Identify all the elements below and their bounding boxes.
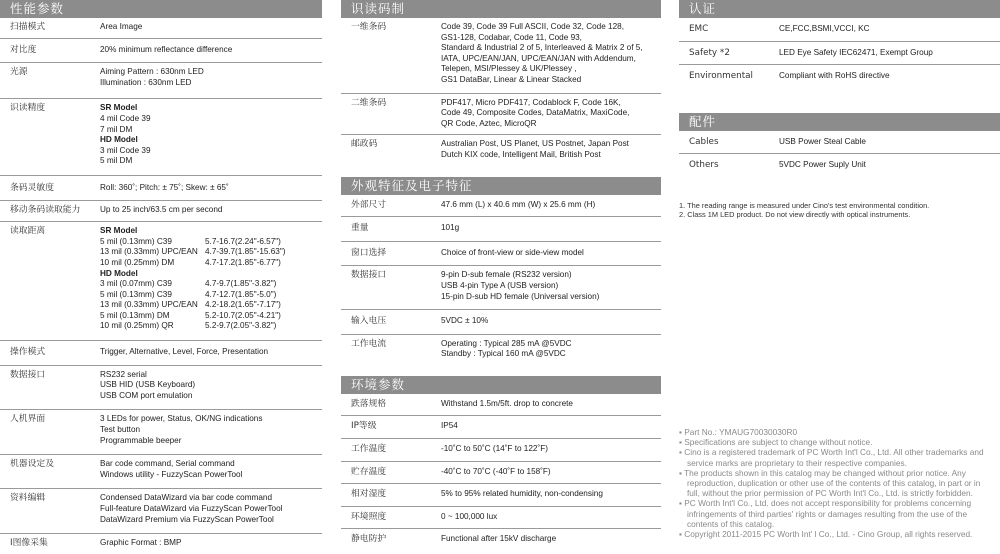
distance-range: 5.7-16.7(2.24"-6.57") — [205, 236, 281, 246]
row-label: 识读精度 — [0, 99, 100, 176]
table-row — [341, 195, 661, 217]
row-value — [100, 99, 322, 176]
row-value: Code 39, Code 39 Full ASCII, Code 32, Code 128, GS1-128, Codabar, Code 11, Code 93, Standard & Industrial 2 of 5, Interleaved & Matrix 2 of 5, IATA, UPC/EAN/JAN, UPC/EAN/JAN with Addendum, Telepen, MSI/Plessey & UK/Plessey , GS1 DataBar, Linear & Linear Stacked — [441, 18, 661, 93]
row-value: Functional after 15kV discharge — [441, 534, 557, 544]
row-value: Roll: 360˚; Pitch: ± 75˚; Skew: ± 65˚ — [100, 175, 322, 200]
row-value: 20% minimum reflectance difference — [100, 38, 322, 63]
table-row — [341, 416, 661, 439]
row-label: 移动条码读取能力 — [0, 200, 100, 222]
row-label: 工作温度 — [341, 439, 441, 462]
footer-item — [679, 437, 994, 447]
distance-row — [100, 311, 322, 322]
footer-item — [679, 468, 994, 499]
table-row — [679, 131, 1000, 154]
table-row — [679, 41, 1000, 65]
row-value: Area Image — [100, 18, 322, 38]
table-row — [0, 365, 322, 410]
performance-header: 性能参数 — [0, 0, 322, 18]
performance-column — [0, 0, 322, 554]
row-label: 工作电流 — [351, 338, 387, 349]
distance-row — [100, 300, 322, 311]
distance-row — [100, 247, 322, 258]
distance-code: 13 mil (0.33mm) UPC/EAN — [100, 300, 198, 310]
row-value: Withstand 1.5m/5ft. drop to concrete — [441, 394, 661, 416]
table-row — [341, 529, 661, 550]
row-label: 窗口选择 — [341, 241, 441, 266]
footer-item — [679, 427, 994, 437]
row-value: 0 ~ 100,000 lux — [441, 506, 661, 529]
footnote: 2. Class 1M LED product. Do not view directly with optical instruments. — [679, 210, 911, 220]
table-row — [341, 135, 661, 177]
bullet-icon: ▪ — [679, 498, 685, 509]
row-label: I图像采集 — [10, 538, 48, 549]
middle-column — [341, 0, 661, 550]
row-value: 9-pin D-sub female (RS232 version) USB 4-pin Type A (USB version) 15-pin D-sub HD female (Universal version) — [441, 266, 661, 310]
table-row — [0, 175, 322, 200]
footer-text: Copyright 2011-2015 PC Worth Int' l Co., Ltd. - Cino Group, all rights reserved. — [684, 529, 973, 540]
distance-row — [100, 258, 322, 269]
row-label: 重量 — [341, 217, 441, 242]
table-row — [341, 461, 661, 484]
footer-item — [679, 498, 994, 529]
table-row — [341, 506, 661, 529]
symbology-header: 识读码制 — [341, 0, 661, 18]
certification-header: 认证 — [679, 0, 1000, 18]
performance-table — [0, 18, 322, 554]
row-value: Graphic Format : BMP — [100, 538, 182, 548]
table-row — [0, 534, 322, 554]
table-row — [0, 341, 322, 366]
environment-header: 环境参数 — [341, 376, 661, 394]
row-label: 扫描模式 — [0, 18, 100, 38]
table-row — [341, 93, 661, 135]
row-label: 相对湿度 — [341, 484, 441, 507]
table-row — [0, 63, 322, 99]
row-label: Safety *2 — [679, 41, 779, 65]
row-label: 跌落规格 — [341, 394, 441, 416]
bullet-icon: ▪ — [679, 437, 685, 448]
row-label: 资料编辑 — [0, 489, 100, 534]
footer-text: Cino is a registered trademark of PC Worth Int'l Co., Ltd. All other trademarks and service marks are proprietary to their respective companies. — [684, 447, 984, 468]
accessories-table — [679, 131, 1000, 177]
distance-range: 4.7-39.7(1.85"-15.63") — [205, 247, 286, 257]
bullet-icon: ▪ — [679, 529, 685, 540]
row-value: 101g — [441, 217, 661, 242]
row-label: 输入电压 — [341, 310, 441, 335]
row-label: 机器设定及 — [0, 455, 100, 489]
row-value: Up to 25 inch/63.5 cm per second — [100, 200, 322, 222]
hd-model-lines: 3 mil Code 39 5 mil DM — [100, 145, 151, 166]
right-column — [679, 0, 1000, 540]
row-label: IP等级 — [341, 416, 441, 439]
distance-range: 5.2-10.7(2.05"-4.21") — [205, 310, 281, 320]
bullet-icon: ▪ — [679, 427, 685, 437]
row-value — [100, 222, 322, 341]
distance-range: 5.2-9.7(2.05"-3.82") — [205, 321, 277, 331]
environment-table — [341, 394, 661, 550]
hd-model-heading: HD Model — [100, 135, 138, 145]
table-row — [0, 222, 322, 341]
row-label: 对比度 — [0, 38, 100, 63]
table-row — [341, 266, 661, 310]
bullet-icon: ▪ — [679, 447, 685, 458]
table-row — [0, 18, 322, 38]
row-value: LED Eye Safety IEC62471, Exempt Group — [779, 41, 1000, 65]
row-label: Others — [689, 160, 719, 171]
table-row — [679, 65, 1000, 88]
row-value: RS232 serial USB HID (USB Keyboard) USB COM port emulation — [100, 365, 322, 410]
distance-range: 4.2-18.2(1.65"-7.17") — [205, 300, 281, 310]
row-value: Australian Post, US Planet, US Postnet, Japan Post Dutch KIX code, Intelligent Mail, British Post — [441, 139, 629, 159]
distance-row — [100, 237, 322, 248]
row-value: Operating : Typical 285 mA @5VDC Standby : Typical 160 mA @5VDC — [441, 338, 572, 359]
row-value: Choice of front-view or side-view model — [441, 241, 661, 266]
row-value: USB Power Steal Cable — [779, 131, 1000, 154]
physical-table — [341, 195, 661, 376]
row-label: 光源 — [0, 63, 100, 99]
row-value: Trigger, Alternative, Level, Force, Presentation — [100, 341, 322, 366]
row-label: 邮政码 — [351, 139, 378, 150]
table-row — [341, 241, 661, 266]
distance-row — [100, 290, 322, 301]
row-value: Aiming Pattern : 630nm LED Illumination : 630nm LED — [100, 63, 322, 99]
table-row — [341, 18, 661, 93]
row-value: 3 LEDs for power, Status, OK/NG indications Test button Programmable beeper — [100, 410, 322, 455]
row-value: -10˚C to 50˚C (14˚F to 122˚F) — [441, 439, 661, 462]
footer-item — [679, 447, 994, 467]
row-label: 环境照度 — [341, 506, 441, 529]
sr-model-heading: SR Model — [100, 103, 138, 113]
table-row — [341, 310, 661, 335]
table-row — [341, 439, 661, 462]
footer-text: Part No.: YMAUG70030030R0 — [684, 427, 798, 437]
row-value: Bar code command, Serial command Windows utility - FuzzyScan PowerTool — [100, 455, 322, 489]
row-label: 数据接口 — [0, 365, 100, 410]
row-value: IP54 — [441, 416, 661, 439]
footer-text: Specifications are subject to change without notice. — [684, 437, 873, 448]
row-label: EMC — [679, 18, 779, 41]
row-label: Environmental — [689, 71, 754, 82]
table-row — [0, 200, 322, 222]
row-label: 一维条码 — [341, 18, 441, 93]
distance-code: 10 mil (0.25mm) QR — [100, 321, 174, 331]
distance-row — [100, 321, 322, 332]
row-label: 操作模式 — [0, 341, 100, 366]
row-label: 读取距离 — [0, 222, 100, 341]
footer-item — [679, 529, 994, 539]
row-value: 47.6 mm (L) x 40.6 mm (W) x 25.6 mm (H) — [441, 195, 661, 217]
footer-text: PC Worth Int'l Co., Ltd. does not accept responsibility for problems concerning infringements of third parties' rights or damages resulting from the use of the contents of this catalog. — [684, 498, 972, 529]
footnote: 1. The reading range is measured under Cino's test environmental condition. — [679, 200, 930, 210]
distance-range: 4.7-17.2(1.85"-6.77") — [205, 257, 281, 267]
row-label: 二维条码 — [341, 93, 441, 135]
certification-table — [679, 18, 1000, 88]
distance-range: 4.7-9.7(1.85"-3.82") — [205, 279, 277, 289]
distance-code: 10 mil (0.25mm) DM — [100, 257, 175, 267]
row-label: 静电防护 — [351, 534, 387, 545]
row-label: 贮存温度 — [341, 461, 441, 484]
table-row — [341, 334, 661, 376]
accessories-header: 配件 — [679, 113, 1000, 131]
table-row — [341, 217, 661, 242]
distance-row — [100, 279, 322, 290]
table-row — [0, 38, 322, 63]
row-value: CE,FCC,BSMI,VCCI, KC — [779, 18, 1000, 41]
sr-model-lines: 4 mil Code 39 7 mil DM — [100, 113, 151, 134]
row-value: -40˚C to 70˚C (-40˚F to 158˚F) — [441, 461, 661, 484]
legal-footer — [679, 427, 994, 539]
table-row — [679, 154, 1000, 177]
hd-model-heading: HD Model — [100, 268, 138, 278]
table-row — [0, 410, 322, 455]
table-row — [0, 99, 322, 176]
symbology-table — [341, 18, 661, 177]
distance-code: 3 mil (0.07mm) C39 — [100, 279, 172, 289]
distance-code: 5 mil (0.13mm) C39 — [100, 289, 172, 299]
row-label: 条码灵敏度 — [0, 175, 100, 200]
footnotes — [679, 201, 1000, 220]
row-value: Compliant with RoHS directive — [779, 71, 890, 81]
row-label: 数据接口 — [341, 266, 441, 310]
distance-code: 5 mil (0.13mm) DM — [100, 310, 170, 320]
table-row — [0, 489, 322, 534]
row-label: 人机界面 — [0, 410, 100, 455]
row-value: 5VDC ± 10% — [441, 310, 661, 335]
row-label: 外部尺寸 — [341, 195, 441, 217]
sr-model-heading: SR Model — [100, 226, 138, 236]
row-value: PDF417, Micro PDF417, Codablock F, Code 16K, Code 49, Composite Codes, DataMatrix, MaxiCode, QR Code, Aztec, MicroQR — [441, 93, 661, 135]
distance-range: 4.7-12.7(1.85"-5.0") — [205, 289, 277, 299]
table-row — [0, 455, 322, 489]
row-label: Cables — [679, 131, 779, 154]
distance-code: 5 mil (0.13mm) C39 — [100, 236, 172, 246]
physical-header: 外观特征及电子特征 — [341, 177, 661, 195]
distance-code: 13 mil (0.33mm) UPC/EAN — [100, 247, 198, 257]
bullet-icon: ▪ — [679, 467, 685, 478]
row-value: 5VDC Power Suply Unit — [779, 160, 866, 170]
table-row — [679, 18, 1000, 41]
row-value: 5% to 95% related humidity, non-condensing — [441, 484, 661, 507]
table-row — [341, 394, 661, 416]
row-value: Condensed DataWizard via bar code command Full-feature DataWizard via FuzzyScan PowerTool DataWizard Premium via FuzzyScan PowerTool — [100, 489, 322, 534]
table-row — [341, 484, 661, 507]
footer-text: The products shown in this catalog may be changed without prior notice. Any reproduction, duplication or other use of the contents of this catalog, in part or in full, without the prior permission of PC Worth Int'l Co., Ltd. is strictly forbidden. — [684, 467, 981, 499]
